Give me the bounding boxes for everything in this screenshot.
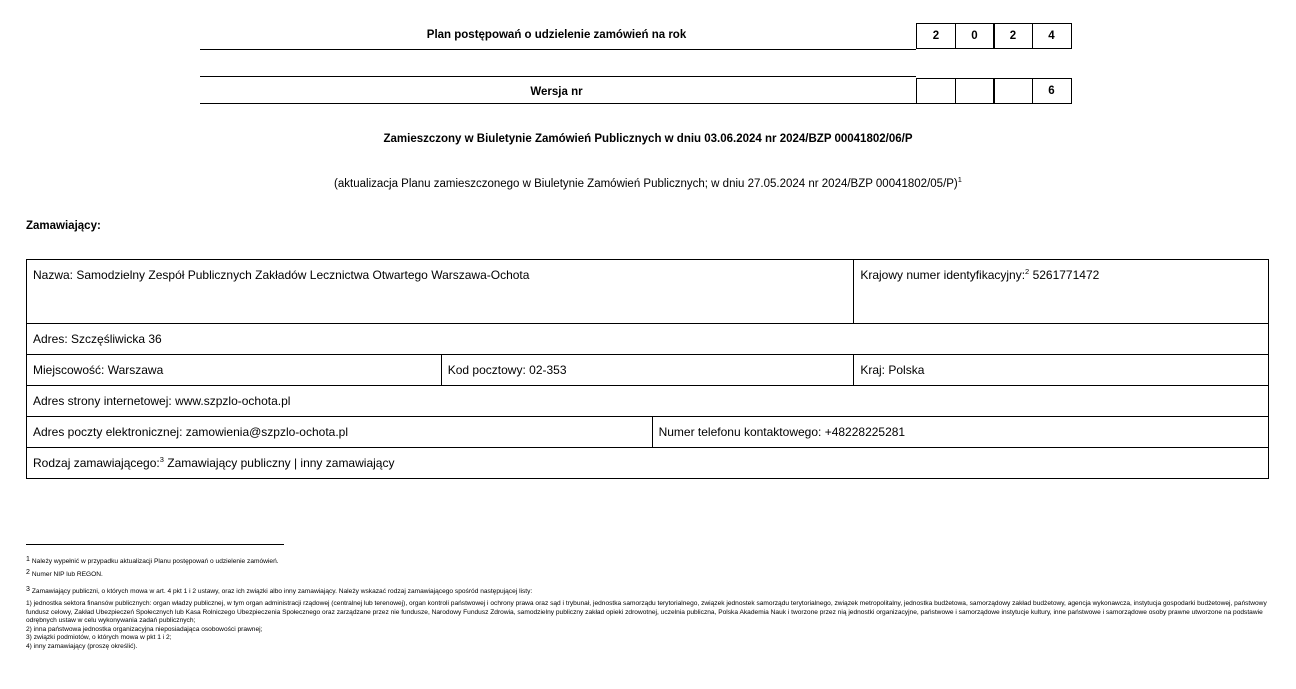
- year-digit-1: 2: [916, 23, 956, 49]
- section-heading: Zamawiający:: [26, 220, 101, 232]
- footnote-3-list: [26, 600, 1271, 652]
- version-boxes: [916, 78, 1072, 104]
- year-boxes: [916, 23, 1072, 49]
- footnote-3-text: Zamawiający publiczni, o których mowa w art. 4 pkt 1 i 2 ustawy, oraz ich związki albo inny zamawiający. Należy wskazać rodzaj zamawiającego spośród następującej listy:: [31, 588, 533, 595]
- website-label: Adres strony internetowej:: [33, 394, 172, 408]
- update-line: [0, 175, 1296, 190]
- country-cell: [854, 355, 1269, 386]
- list-item: 3) związki podmiotów, o których mowa w pkt 1 i 2;: [26, 634, 172, 642]
- postal-label: Kod pocztowy:: [447, 363, 526, 377]
- version-label: Wersja nr: [530, 86, 583, 98]
- version-digit-1: [916, 78, 956, 104]
- footnote-2-text: Numer NIP lub REGON.: [31, 571, 103, 578]
- table-row: [27, 448, 1269, 479]
- footnote-separator: [26, 544, 284, 545]
- footnote-1-mark: 1: [26, 556, 30, 563]
- year-digit-2: 0: [955, 23, 995, 49]
- phone-cell: [652, 417, 1268, 448]
- name-label: Nazwa:: [33, 268, 74, 282]
- footnote-1: [26, 556, 1271, 567]
- country-value: Polska: [888, 363, 925, 377]
- postal-cell: [441, 355, 854, 386]
- country-label: Kraj:: [860, 363, 885, 377]
- version-digit-4: 6: [1032, 78, 1072, 104]
- table-row: [27, 417, 1269, 448]
- phone-value: +48228225281: [824, 425, 906, 439]
- version-digit-2: [955, 78, 995, 104]
- email-cell: [27, 417, 653, 448]
- list-item: 4) inny zamawiający (proszę określić).: [26, 642, 138, 650]
- website-value: www.szpzlo-ochota.pl: [175, 394, 291, 408]
- id-label: Krajowy numer identyfikacyjny:: [860, 268, 1026, 282]
- footnote-3-mark: 3: [26, 586, 30, 593]
- address-value: Szczęśliwicka 36: [71, 332, 162, 346]
- type-value: Zamawiający publiczny | inny zamawiający: [167, 456, 395, 470]
- website-cell: [27, 386, 1269, 417]
- contracting-authority-table: [26, 259, 1269, 479]
- footnote-2-mark: 2: [26, 569, 30, 576]
- version-underline: [200, 103, 916, 104]
- type-label: Rodzaj zamawiającego:: [33, 456, 160, 470]
- id-cell: [854, 260, 1269, 324]
- list-item: 1) jednostka sektora finansów publicznych: organ władzy publicznej, w tym organ administracji rządowej (centralnej lub terenowej), organ kontroli państwowej i ochrony prawa oraz sąd i trybunał, jednostka samorządu terytorialnego, związek jednostek samorządu terytorialnego, związek metropolitalny, jednostka budżetowa, samorządowy zakład budżetowy, agencja wykonawcza, instytucja gospodarki budżetowej, państwowy fundusz celowy, Zakład Ubezpieczeń Społecznych lub Kasa Rolniczego Ubezpieczenia Społecznego oraz zarządzane przez nie fundusze, Narodowy Fundusz Zdrowia, samodzielny publiczny zakład opieki zdrowotnej, uczelnia publiczna, Polska Akademia Nauk i tworzone przez nią jednostki organizacyjne, państwowe i samorządowe instytucje kultury, inne państwowe i samorządowe osoby prawne utworzone na podstawie odrębnych ustaw w celu wykonywania zadań publicznych;: [26, 600, 1267, 625]
- plan-title: Plan postępowań o udzielenie zamówień na rok: [426, 29, 687, 41]
- table-row: [27, 324, 1269, 355]
- published-line: Zamieszczony w Biuletynie Zamówień Publicznych w dniu 03.06.2024 nr 2024/BZP 00041802/06/P: [383, 133, 913, 145]
- footnote-3: [26, 586, 1271, 597]
- name-cell: [27, 260, 854, 324]
- update-line-text: (aktualizacja Planu zamieszczonego w Biuletynie Zamówień Publicznych; w dniu 27.05.2024 nr 2024/BZP 00041802/05/P): [334, 178, 958, 190]
- footnote-2: [26, 569, 1271, 580]
- city-cell: [27, 355, 442, 386]
- footnote-1-text: Należy wypełnić w przypadku aktualizacji Planu postępowań o udzielenie zamówień.: [31, 558, 279, 565]
- city-value: Warszawa: [107, 363, 164, 377]
- year-digit-3: 2: [993, 23, 1033, 49]
- table-row: [27, 355, 1269, 386]
- email-label: Adres poczty elektronicznej:: [33, 425, 183, 439]
- id-value: 5261771472: [1032, 268, 1100, 282]
- postal-value: 02-353: [529, 363, 567, 377]
- table-row: [27, 260, 1269, 324]
- table-row: [27, 386, 1269, 417]
- phone-label: Numer telefonu kontaktowego:: [658, 425, 822, 439]
- year-digit-4: 4: [1032, 23, 1072, 49]
- email-value: zamowienia@szpzlo-ochota.pl: [185, 425, 349, 439]
- address-cell: [27, 324, 1269, 355]
- type-cell: [27, 448, 1269, 479]
- name-value: Samodzielny Zespół Publicznych Zakładów Lecznictwa Otwartego Warszawa-Ochota: [76, 268, 530, 282]
- address-label: Adres:: [33, 332, 68, 346]
- list-item: 2) inna państwowa jednostka organizacyjna nieposiadająca osobowości prawnej;: [26, 625, 263, 633]
- footnote-ref-2: 2: [1025, 267, 1030, 276]
- footnote-ref-3: 3: [159, 455, 164, 464]
- version-top-rule: [200, 76, 916, 77]
- version-digit-3: [993, 78, 1033, 104]
- city-label: Miejscowość:: [33, 363, 105, 377]
- plan-title-underline: [200, 49, 916, 50]
- footnote-ref-1: 1: [957, 175, 962, 185]
